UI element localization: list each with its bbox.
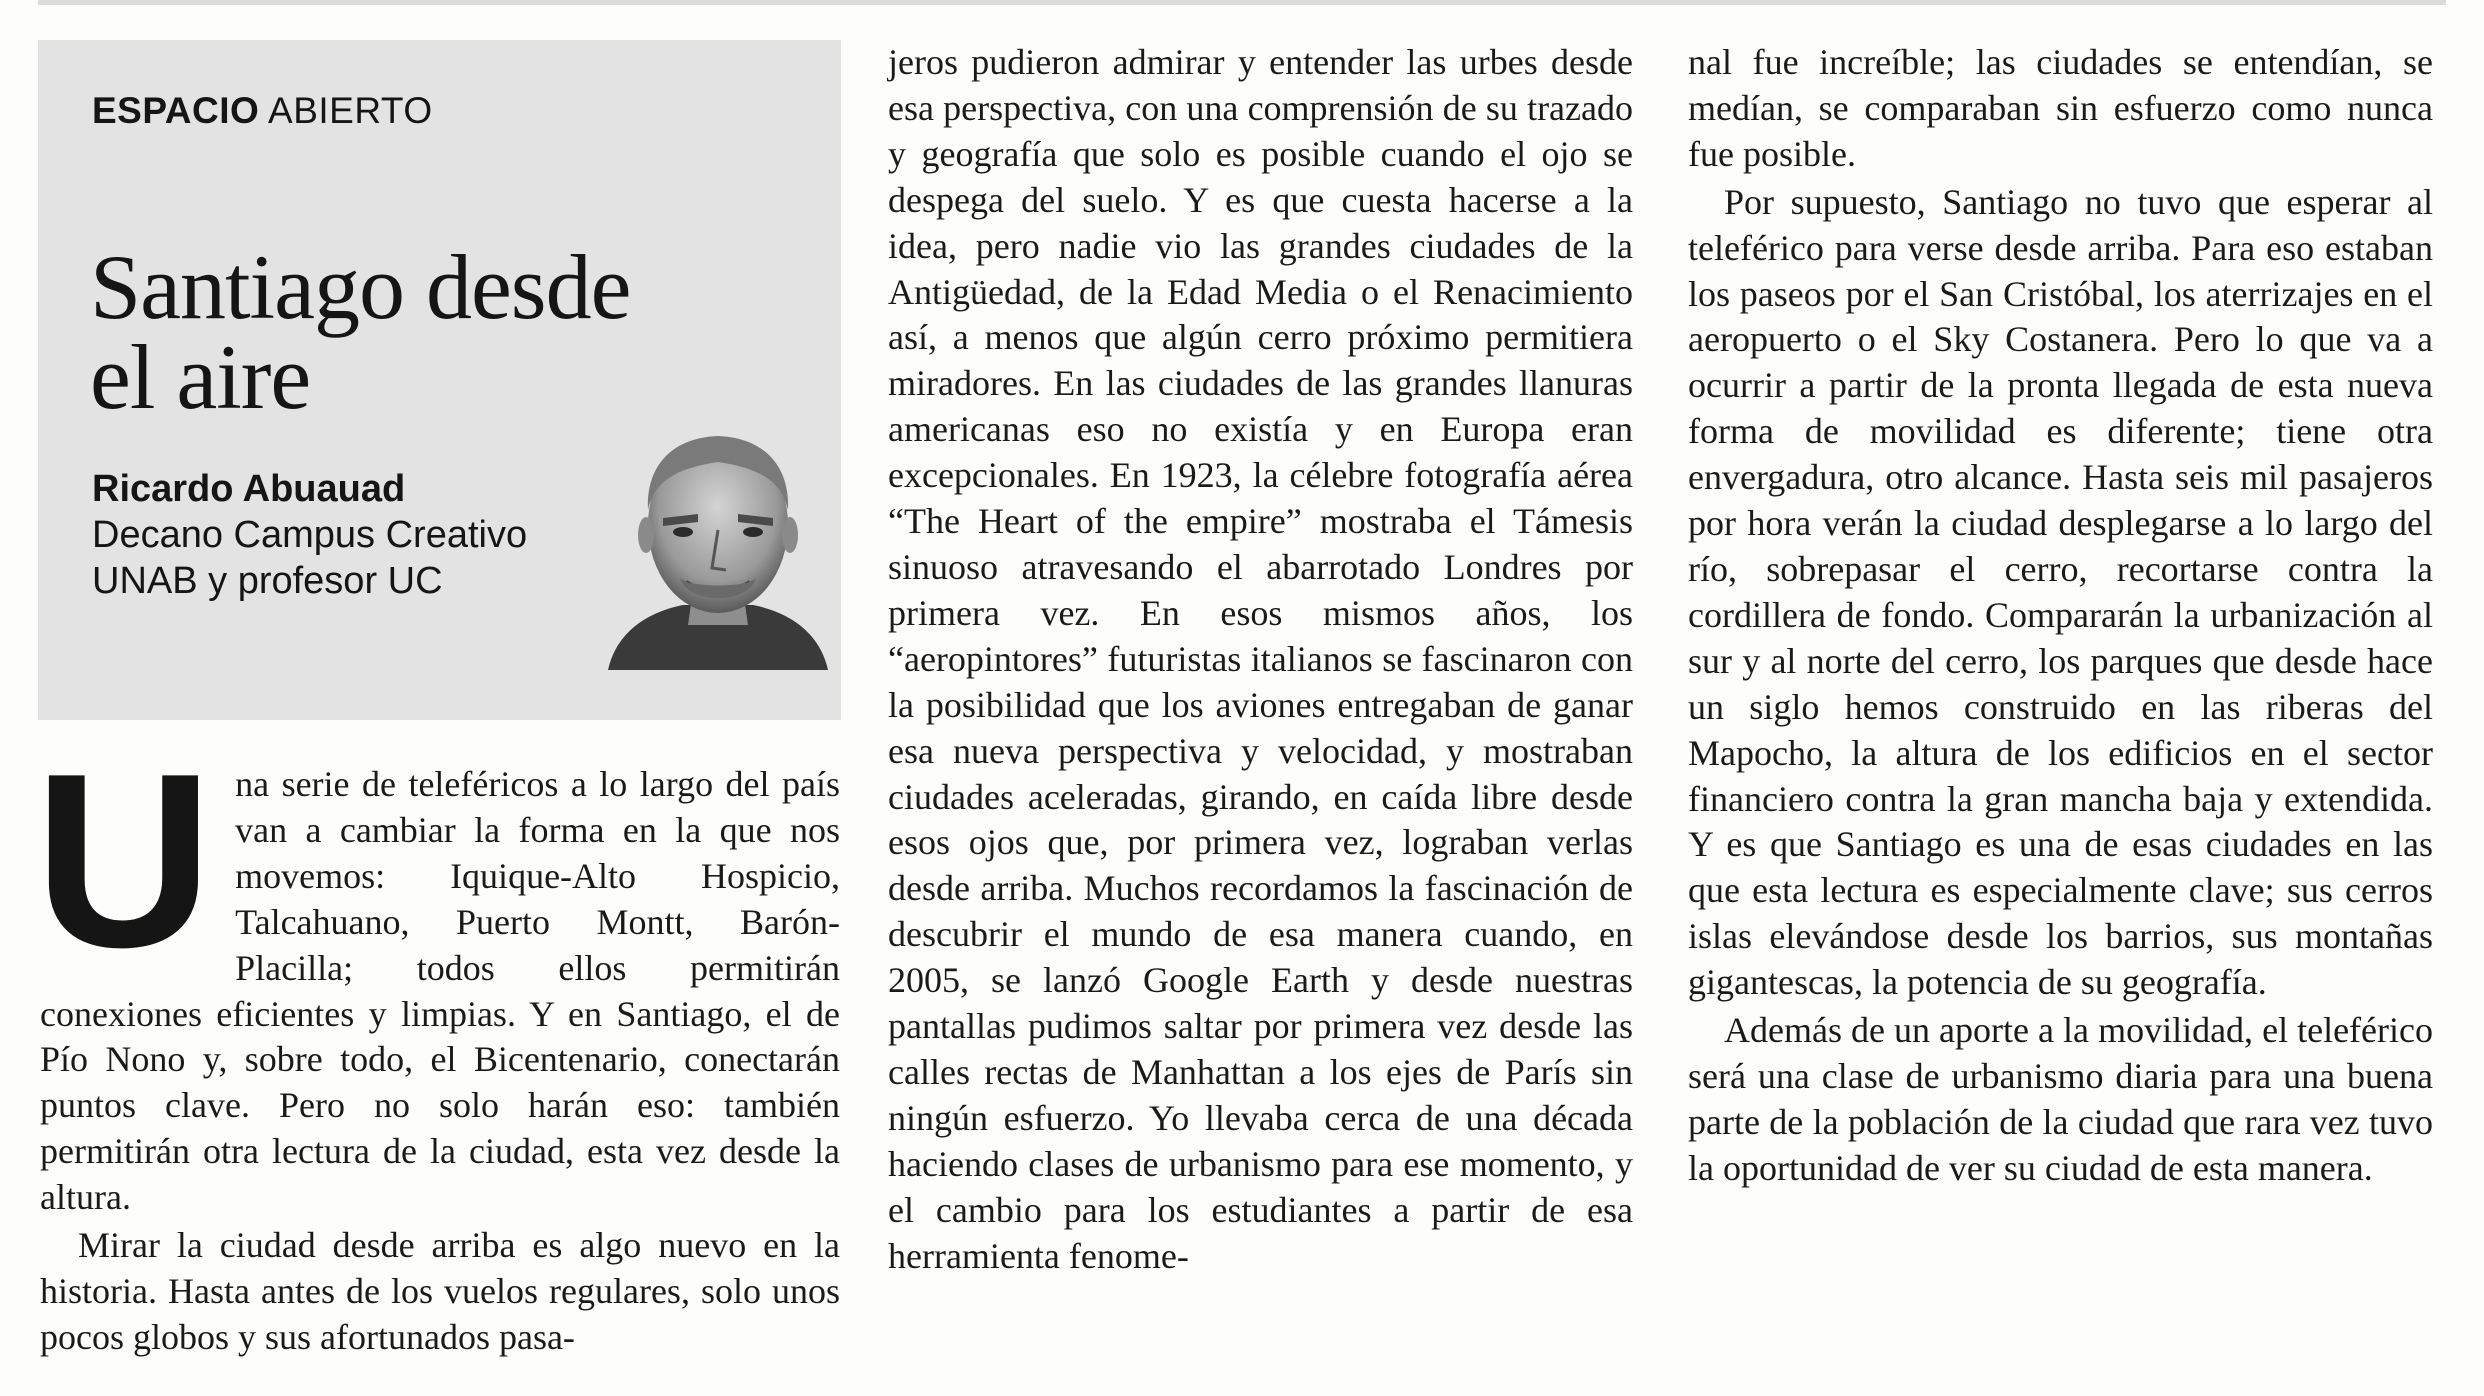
article-column-2 xyxy=(888,40,1633,1279)
headline: Santiago desde el aire xyxy=(90,235,631,428)
section-label-bold: ESPACIO xyxy=(92,90,260,131)
drop-cap: U xyxy=(34,721,214,999)
paragraph: nal fue increíble; las ciudades se entendían, se medían, se comparaban sin esfuerzo como nunca fue posible. xyxy=(1688,42,2433,174)
paragraph xyxy=(34,721,840,1221)
top-rule xyxy=(38,0,2446,5)
paragraph-text: na serie de teleféricos a lo largo del país van a cambiar la forma en la que nos movemos: Iquique-Alto Hospicio, Talcahuano, Puerto Montt, Barón-Placilla; todos ellos permitirán conexiones eficientes y limpias. Y en Santiago, el de Pío Nono y, sobre todo, el Bicentenario, conectarán puntos clave. Pero no solo harán eso: también permitirán otra lectura de la ciudad, esta vez desde la altura. xyxy=(40,764,840,1218)
article-header-box xyxy=(38,40,841,720)
author-portrait xyxy=(588,410,848,670)
paragraph: Por supuesto, Santiago no tuvo que esperar al teleférico para verse desde arriba. Para eso estaban los paseos por el San Cristóbal, los aterrizajes en el aeropuerto o el Sky Costanera. Pero lo que va a ocurrir a partir de la pronta llegada de esta nueva forma de movilidad es diferente; tiene otra envergadura, otro alcance. Hasta seis mil pasajeros por hora verán la ciudad desplegarse a lo largo del río, sobrepasar el cerro, recortarse contra la cordillera de fondo. Compararán la urbanización al sur y al norte del cerro, los parques que desde hace un siglo hemos construido en las riberas del Mapocho, la altura de los edificios en el sector financiero contra la gran mancha baja y extendida. Y es que Santiago es una de esas ciudades en las que esta lectura es especialmente clave; sus cerros islas elevándose desde los barrios, sus montañas gigantescas, la potencia de su geografía. xyxy=(1688,181,2433,1003)
author-name: Ricardo Abuauad xyxy=(92,468,406,510)
author-role: Decano Campus Creativo UNAB y profesor UC xyxy=(92,514,528,602)
article-column-3 xyxy=(1688,40,2433,1192)
article-column-1 xyxy=(34,721,840,1361)
paragraph: Mirar la ciudad desde arriba es algo nuevo en la historia. Hasta antes de los vuelos regulares, solo unos pocos globos y sus afortunados pasa- xyxy=(40,1225,840,1357)
section-label-rest: ABIERTO xyxy=(259,90,433,131)
paragraph: Además de un aporte a la movilidad, el teleférico será una clase de urbanismo diaria para una buena parte de la población de la ciudad que rara vez tuvo la oportunidad de ver su ciudad de esta manera. xyxy=(1688,1010,2433,1188)
paragraph: jeros pudieron admirar y entender las urbes desde esa perspectiva, con una comprensión de su trazado y geografía que solo es posible cuando el ojo se despega del suelo. Y es que cuesta hacerse a la idea, pero nadie vio las grandes ciudades de la Antigüedad, de la Edad Media o el Renacimiento así, a menos que algún cerro próximo permitiera miradores. En las ciudades de las grandes llanuras americanas eso no existía y en Europa eran excepcionales. En 1923, la célebre fotografía aérea “The Heart of the empire” mostraba el Támesis sinuoso atravesando el abarrotado Londres por primera vez. En esos mismos años, los “aeropintores” futuristas italianos se fascinaron con la posibilidad que los aviones entregaban de ganar esa nueva perspectiva y velocidad, y mostraban ciudades aceleradas, girando, en caída libre desde esos ojos que, por primera vez, lograban verlas desde arriba. Muchos recordamos la fascinación de descubrir el mundo de esa manera cuando, en 2005, se lanzó Google Earth y desde nuestras pantallas pudimos saltar por primera vez desde las calles rectas de Manhattan a los ejes de París sin ningún esfuerzo. Yo llevaba cerca de una década haciendo clases de urbanismo para ese momento, y el cambio para los estudiantes a partir de esa herramienta fenome- xyxy=(888,42,1633,1276)
section-label xyxy=(92,90,433,132)
